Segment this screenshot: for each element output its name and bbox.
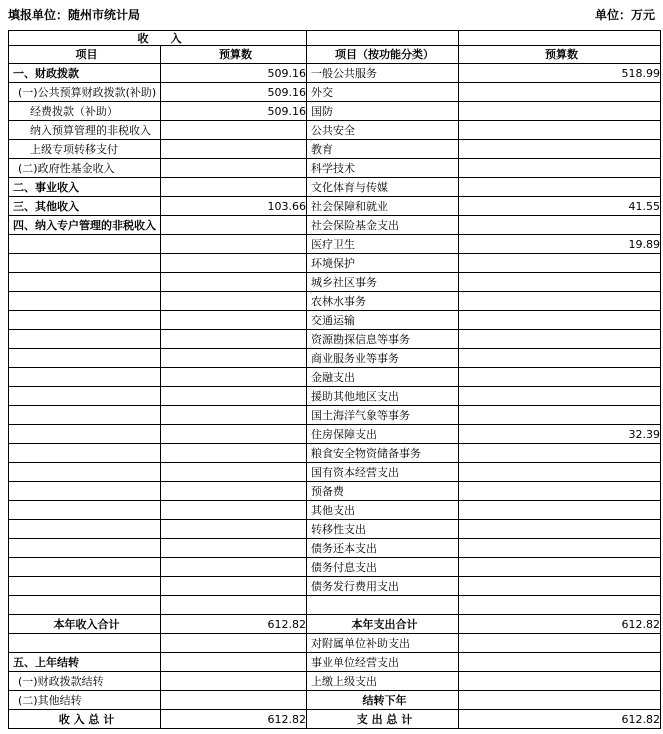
table-row [9, 102, 661, 121]
expense-item-cell: 交通运输 [307, 311, 459, 330]
income-budget-cell [161, 444, 307, 463]
expense-budget-cell [459, 577, 661, 596]
income-budget-cell: 612.82 [161, 615, 307, 634]
table-row [9, 273, 661, 292]
table-header-income-row [9, 31, 661, 46]
income-item-cell [9, 444, 161, 463]
page-header [8, 6, 655, 23]
expense-budget-cell [459, 102, 661, 121]
income-budget-cell [161, 634, 307, 653]
expense-item-cell: 粮食安全物资储备事务 [307, 444, 459, 463]
column-header-budget-functional: 预算数 [459, 46, 661, 64]
expense-budget-cell [459, 121, 661, 140]
income-budget-cell [161, 368, 307, 387]
table-row [9, 292, 661, 311]
table-row [9, 216, 661, 235]
income-budget-cell [161, 216, 307, 235]
table-row [9, 83, 661, 102]
income-item-cell: (一)公共预算财政拨款(补助) [9, 83, 161, 102]
expense-budget-cell [459, 634, 661, 653]
table-row [9, 425, 661, 444]
expense-item-cell: 转移性支出 [307, 520, 459, 539]
expense-item-cell: 债务付息支出 [307, 558, 459, 577]
income-budget-cell [161, 292, 307, 311]
income-budget-cell [161, 273, 307, 292]
income-budget-cell [161, 159, 307, 178]
table-row [9, 387, 661, 406]
table-row [9, 501, 661, 520]
expense-item-cell: 教育 [307, 140, 459, 159]
income-item-cell: 收 入 总 计 [9, 710, 161, 729]
expense-item-cell: 公共安全 [307, 121, 459, 140]
expense-budget-cell [459, 387, 661, 406]
expense-budget-cell [459, 596, 661, 615]
income-item-cell: 上级专项转移支付 [9, 140, 161, 159]
income-budget-cell [161, 539, 307, 558]
table-row [9, 64, 661, 83]
expense-budget-cell [459, 368, 661, 387]
expense-budget-cell: 612.82 [459, 615, 661, 634]
income-budget-cell [161, 387, 307, 406]
income-budget-cell [161, 672, 307, 691]
table-row [9, 539, 661, 558]
income-section-title: 收 入 [9, 31, 307, 46]
income-budget-cell [161, 596, 307, 615]
budget-table-body [9, 64, 661, 729]
expense-budget-cell [459, 330, 661, 349]
table-row [9, 178, 661, 197]
income-item-cell [9, 425, 161, 444]
expense-item-cell: 文化体育与传媒 [307, 178, 459, 197]
expense-item-cell: 医疗卫生 [307, 235, 459, 254]
table-row [9, 140, 661, 159]
income-budget-cell: 612.82 [161, 710, 307, 729]
expense-item-cell: 社会保障和就业 [307, 197, 459, 216]
table-row [9, 463, 661, 482]
income-item-cell [9, 577, 161, 596]
income-item-cell [9, 558, 161, 577]
column-header-item-functional: 项目（按功能分类） [307, 46, 459, 64]
income-item-cell [9, 387, 161, 406]
income-budget-cell [161, 558, 307, 577]
expense-budget-cell [459, 444, 661, 463]
income-item-cell [9, 368, 161, 387]
expense-item-cell: 债务发行费用支出 [307, 577, 459, 596]
expense-budget-cell: 41.55 [459, 197, 661, 216]
expense-item-cell: 一般公共服务 [307, 64, 459, 83]
income-item-cell [9, 254, 161, 273]
table-row [9, 330, 661, 349]
expense-budget-cell [459, 178, 661, 197]
income-budget-cell: 509.16 [161, 64, 307, 83]
table-row [9, 482, 661, 501]
expense-item-cell: 支 出 总 计 [307, 710, 459, 729]
expense-budget-cell [459, 520, 661, 539]
expense-item-cell: 城乡社区事务 [307, 273, 459, 292]
expense-item-cell [307, 596, 459, 615]
income-budget-cell [161, 140, 307, 159]
income-item-cell [9, 634, 161, 653]
expense-budget-cell [459, 140, 661, 159]
table-row [9, 311, 661, 330]
income-item-cell: (二)其他结转 [9, 691, 161, 710]
expense-budget-cell [459, 482, 661, 501]
table-row [9, 615, 661, 634]
income-budget-cell [161, 121, 307, 140]
expense-budget-cell [459, 349, 661, 368]
income-budget-cell [161, 425, 307, 444]
income-item-cell: 四、纳入专户管理的非税收入 [9, 216, 161, 235]
table-row [9, 406, 661, 425]
table-row [9, 691, 661, 710]
expense-budget-cell: 518.99 [459, 64, 661, 83]
table-row [9, 349, 661, 368]
expense-budget-cell [459, 311, 661, 330]
income-item-cell [9, 311, 161, 330]
expense-budget-cell [459, 672, 661, 691]
income-item-cell [9, 482, 161, 501]
income-item-cell [9, 406, 161, 425]
expense-item-cell: 农林水事务 [307, 292, 459, 311]
table-row [9, 577, 661, 596]
income-item-cell [9, 235, 161, 254]
income-budget-cell [161, 653, 307, 672]
budget-table [8, 30, 661, 729]
table-row [9, 121, 661, 140]
income-item-cell [9, 596, 161, 615]
income-budget-cell: 509.16 [161, 102, 307, 121]
income-item-cell [9, 330, 161, 349]
expense-item-cell: 债务还本支出 [307, 539, 459, 558]
income-item-cell: 纳入预算管理的非税收入 [9, 121, 161, 140]
expense-item-cell: 环境保护 [307, 254, 459, 273]
expense-item-cell: 商业服务业等事务 [307, 349, 459, 368]
income-budget-cell [161, 691, 307, 710]
expense-budget-cell [459, 216, 661, 235]
income-item-cell [9, 463, 161, 482]
expense-item-cell: 上缴上级支出 [307, 672, 459, 691]
table-row [9, 710, 661, 729]
table-row [9, 368, 661, 387]
income-item-cell [9, 273, 161, 292]
expense-budget-cell [459, 501, 661, 520]
expense-budget-cell [459, 463, 661, 482]
income-budget-cell [161, 254, 307, 273]
reporting-unit-label: 填报单位：随州市统计局 [8, 8, 141, 22]
expense-item-cell: 对附属单位补助支出 [307, 634, 459, 653]
expense-item-cell: 事业单位经营支出 [307, 653, 459, 672]
income-item-cell: (二)政府性基金收入 [9, 159, 161, 178]
income-budget-cell: 509.16 [161, 83, 307, 102]
expense-item-cell: 外交 [307, 83, 459, 102]
expense-item-cell: 科学技术 [307, 159, 459, 178]
expense-budget-cell [459, 292, 661, 311]
expense-budget-cell: 32.39 [459, 425, 661, 444]
expense-item-cell: 金融支出 [307, 368, 459, 387]
expense-budget-cell: 19.89 [459, 235, 661, 254]
income-budget-cell [161, 482, 307, 501]
expense-budget-cell [459, 558, 661, 577]
income-item-cell [9, 349, 161, 368]
expense-item-cell: 社会保险基金支出 [307, 216, 459, 235]
table-row [9, 653, 661, 672]
expense-item-cell: 其他支出 [307, 501, 459, 520]
expense-item-cell: 预备费 [307, 482, 459, 501]
income-budget-cell [161, 311, 307, 330]
expense-item-cell: 资源勘探信息等事务 [307, 330, 459, 349]
income-item-cell: 三、其他收入 [9, 197, 161, 216]
income-budget-cell [161, 577, 307, 596]
expense-budget-cell [459, 539, 661, 558]
header-empty-cell [307, 31, 459, 46]
income-budget-cell: 103.66 [161, 197, 307, 216]
income-item-cell: 经费拨款（补助） [9, 102, 161, 121]
income-item-cell [9, 539, 161, 558]
income-item-cell: 一、财政拨款 [9, 64, 161, 83]
expense-budget-cell [459, 83, 661, 102]
column-header-item: 项目 [9, 46, 161, 64]
expense-budget-cell [459, 273, 661, 292]
expense-item-cell: 结转下年 [307, 691, 459, 710]
expense-budget-cell: 612.82 [459, 710, 661, 729]
table-row [9, 444, 661, 463]
income-item-cell [9, 292, 161, 311]
table-row [9, 520, 661, 539]
income-budget-cell [161, 520, 307, 539]
table-header-columns-row [9, 46, 661, 64]
unit-label: 单位：万元 [594, 8, 655, 22]
table-row [9, 672, 661, 691]
income-budget-cell [161, 235, 307, 254]
income-budget-cell [161, 349, 307, 368]
table-row [9, 197, 661, 216]
table-row [9, 235, 661, 254]
expense-item-cell: 住房保障支出 [307, 425, 459, 444]
income-item-cell [9, 501, 161, 520]
expense-item-cell: 本年支出合计 [307, 615, 459, 634]
income-budget-cell [161, 406, 307, 425]
income-item-cell [9, 520, 161, 539]
expense-budget-cell [459, 653, 661, 672]
income-budget-cell [161, 330, 307, 349]
income-item-cell: 本年收入合计 [9, 615, 161, 634]
expense-item-cell: 国土海洋气象等事务 [307, 406, 459, 425]
income-item-cell: (一)财政拨款结转 [9, 672, 161, 691]
income-budget-cell [161, 463, 307, 482]
table-row [9, 254, 661, 273]
expense-budget-cell [459, 254, 661, 273]
income-item-cell: 二、事业收入 [9, 178, 161, 197]
header-empty-cell [459, 31, 661, 46]
expense-budget-cell [459, 406, 661, 425]
table-row [9, 634, 661, 653]
expense-item-cell: 国有资本经营支出 [307, 463, 459, 482]
table-row [9, 558, 661, 577]
expense-budget-cell [459, 159, 661, 178]
income-budget-cell [161, 178, 307, 197]
income-budget-cell [161, 501, 307, 520]
expense-item-cell: 国防 [307, 102, 459, 121]
table-row [9, 596, 661, 615]
expense-budget-cell [459, 691, 661, 710]
income-item-cell: 五、上年结转 [9, 653, 161, 672]
column-header-budget: 预算数 [161, 46, 307, 64]
expense-item-cell: 援助其他地区支出 [307, 387, 459, 406]
table-row [9, 159, 661, 178]
